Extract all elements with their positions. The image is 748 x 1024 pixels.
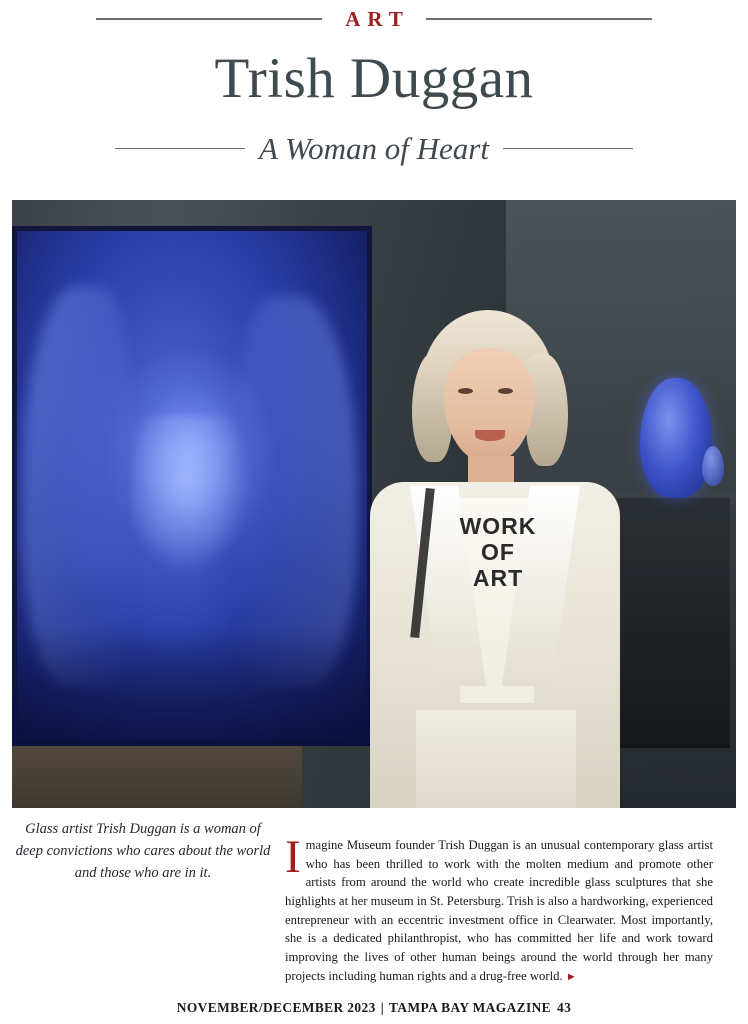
kicker-rule-left	[96, 18, 322, 20]
footer-issue-date: NOVEMBER/DECEMBER 2023	[176, 1000, 376, 1015]
tshirt-text	[456, 514, 540, 591]
blue-glass-drop-sculpture	[702, 446, 724, 486]
subject-eye-right	[498, 388, 513, 394]
artwork-highlight	[132, 416, 252, 576]
kicker-rule-right	[426, 18, 652, 20]
tshirt-text-line-2: OF	[481, 538, 515, 565]
kicker-label: ART	[345, 6, 410, 31]
article-body	[285, 831, 713, 985]
drop-cap: I	[285, 831, 301, 883]
subhead-rule-right	[503, 148, 633, 149]
page-title: Trish Duggan	[214, 47, 534, 110]
photo-caption: Glass artist Trish Duggan is a woman of deep convictions who cares about the world and those who are in it.	[15, 821, 271, 882]
continue-arrow-icon: ►	[565, 970, 577, 983]
page-subtitle: A Woman of Heart	[259, 131, 489, 166]
subhead-rule-left	[115, 148, 245, 149]
page-footer	[0, 1000, 748, 1016]
blue-glass-head-sculpture	[640, 378, 712, 498]
subject-eye-left	[458, 388, 473, 394]
subject-skirt	[416, 710, 576, 808]
tshirt-text-line-1: WORK	[459, 513, 537, 539]
photo-subject-trish-duggan	[364, 310, 629, 808]
subject-face	[444, 348, 534, 463]
article-body-text: magine Museum founder Trish Duggan is an unusual contemporary glass artist who has been thrilled to work with the molten medium and promote other artists from around the world who create incredible glass sculptures that she highlights at her museum in St. Petersburg. Trish is also a hardworking, experienced entrepreneur with an eccentric investment office in Clearwater. Most importantly, she is a dedicated philanthropist, who has committed her life and work toward improving the lives of other human beings around the world through her many projects including human rights and a drug-free world.	[285, 838, 713, 983]
article-photo	[12, 200, 736, 808]
tshirt-text-line-3: ART	[472, 564, 524, 591]
footer-page-number: 43	[557, 1000, 572, 1015]
blue-glass-madonna-artwork	[12, 226, 372, 746]
footer-separator: |	[380, 1000, 385, 1015]
section-kicker	[0, 4, 748, 34]
footer-publication-name: TAMPA BAY MAGAZINE	[389, 1000, 551, 1015]
subhead-group	[0, 133, 748, 164]
artwork-shadow	[12, 626, 372, 746]
subject-mouth	[475, 430, 505, 441]
